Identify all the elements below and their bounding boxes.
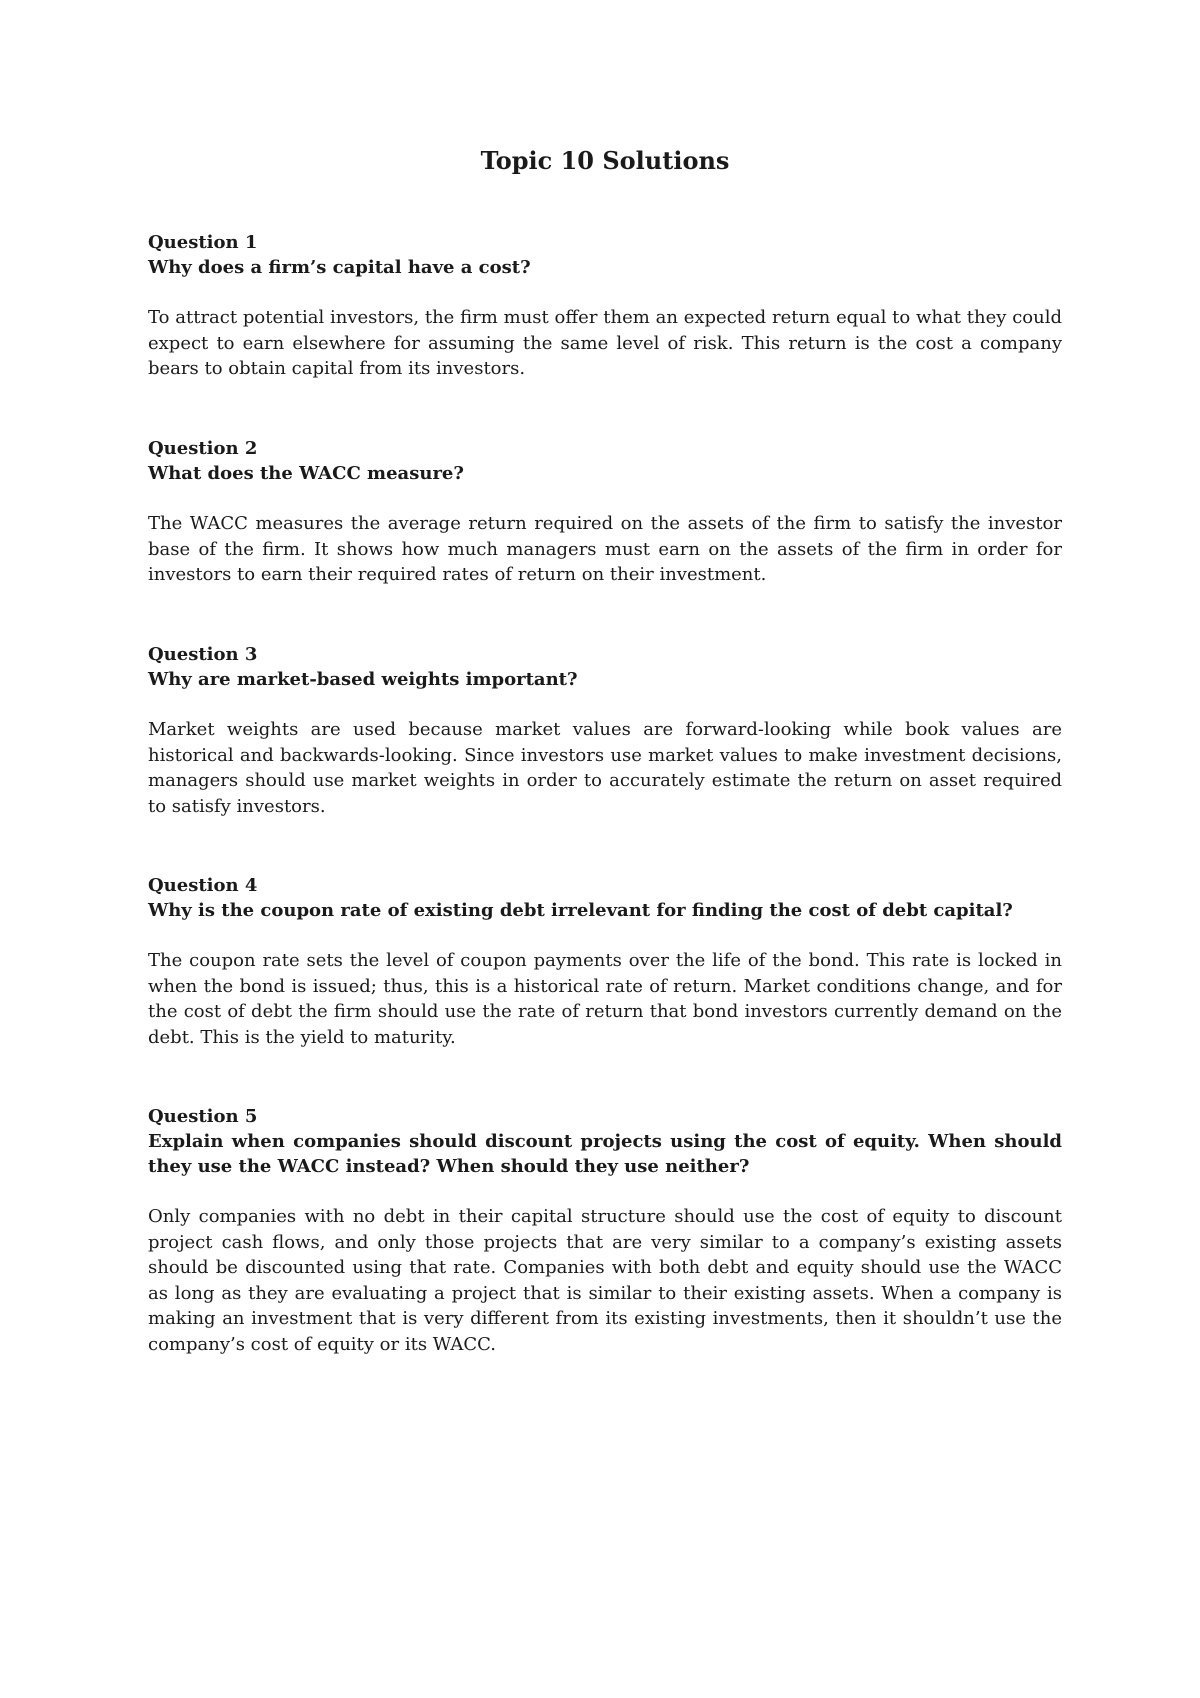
question-text: Why are market-based weights important? — [148, 669, 578, 690]
question-block-5 — [148, 1104, 1062, 1357]
question-text: Why is the coupon rate of existing debt irrelevant for finding the cost of debt capital? — [148, 900, 1013, 921]
document-title: Topic 10 Solutions — [480, 146, 730, 175]
answer-text: Only companies with no debt in their capital structure should use the cost of equity to discount project cash flows, and only those projects that are very similar to a company’s existing assets should be discounted using that rate. Companies with both debt and equity should use the WACC as long as they are evaluating a project that is similar to their existing assets. When a company is making an investment that is very different from its existing investments, then it shouldn’t use the company’s cost of equity or its WACC. — [148, 1206, 1062, 1355]
answer-text: The WACC measures the average return required on the assets of the firm to satisfy the investor base of the firm. It shows how much managers must earn on the assets of the firm in order for investors to earn their required rates of return on their investment. — [148, 513, 1062, 585]
question-number: Question 4 — [148, 875, 258, 896]
question-block-4 — [148, 873, 1062, 1050]
question-text: Explain when companies should discount projects using the cost of equity. When should they use the WACC instead? When should they use neither? — [148, 1131, 1062, 1177]
question-block-3 — [148, 642, 1062, 819]
question-number: Question 5 — [148, 1106, 258, 1127]
question-text: What does the WACC measure? — [148, 463, 464, 484]
question-number: Question 3 — [148, 644, 258, 665]
question-block-1 — [148, 230, 1062, 382]
answer-text: Market weights are used because market values are forward-looking while book values are historical and backwards-looking. Since investors use market values to make investment decisions, managers should use market weights in order to accurately estimate the return on asset required to satisfy investors. — [148, 719, 1062, 817]
answer-text: To attract potential investors, the firm must offer them an expected return equal to what they could expect to earn elsewhere for assuming the same level of risk. This return is the cost a company bears to obtain capital from its investors. — [148, 307, 1062, 379]
question-number: Question 1 — [148, 232, 258, 253]
question-number: Question 2 — [148, 438, 258, 459]
question-text: Why does a firm’s capital have a cost? — [148, 257, 531, 278]
answer-text: The coupon rate sets the level of coupon payments over the life of the bond. This rate is locked in when the bond is issued; thus, this is a historical rate of return. Market conditions change, and for the cost of debt the firm should use the rate of return that bond investors currently demand on the debt. This is the yield to maturity. — [148, 950, 1062, 1048]
question-block-2 — [148, 436, 1062, 588]
